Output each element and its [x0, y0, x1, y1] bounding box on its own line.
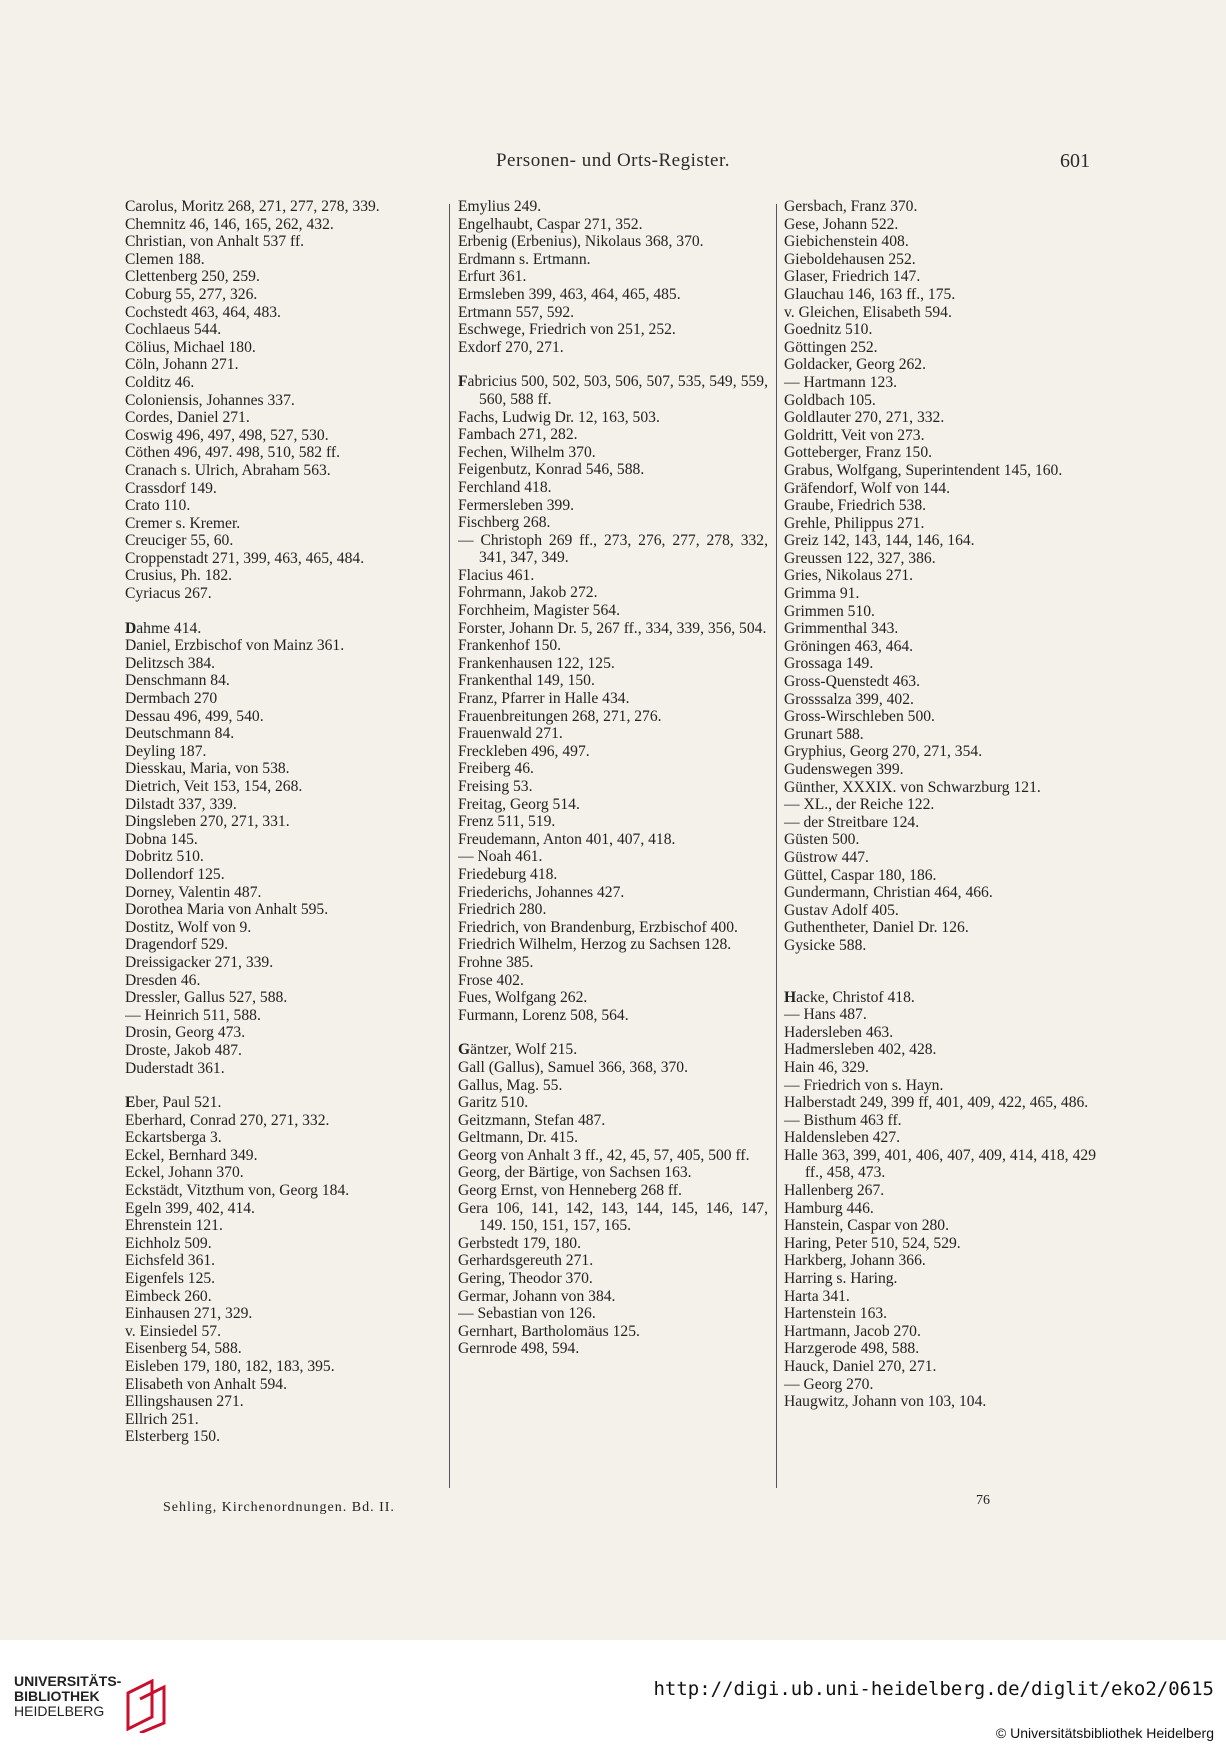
- index-entry: Frose 402.: [458, 971, 524, 989]
- index-entry: Crusius, Ph. 182.: [125, 567, 233, 585]
- index-entry: Georg, der Bärtige, von Sachsen 163.: [458, 1164, 692, 1182]
- index-entry: — Hartmann 123.: [784, 373, 898, 391]
- index-entry: Eigenfels 125.: [125, 1270, 216, 1288]
- index-entry: Gallus, Mag. 55.: [458, 1076, 563, 1094]
- index-entry: Cochlaeus 544.: [125, 321, 222, 339]
- index-entry: Forster, Johann Dr. 5, 267 ff., 334, 339, 356, 504.: [458, 619, 767, 637]
- index-entry: Grossaga 149.: [784, 655, 874, 673]
- index-entry: — Christoph 269 ff., 273, 276, 277, 278, 332, 341, 347, 349.: [458, 531, 768, 567]
- index-entry: Colditz 46.: [125, 373, 195, 391]
- index-entry: Grunart 588.: [784, 725, 864, 743]
- index-entry: Gerbstedt 179, 180.: [458, 1234, 581, 1252]
- index-entry: Dobna 145.: [125, 830, 198, 848]
- index-entry: Fachs, Ludwig Dr. 12, 163, 503.: [458, 408, 660, 426]
- logo-line-1: UNIVERSITÄTS-: [14, 1673, 122, 1689]
- column-rule: [449, 204, 450, 1488]
- index-entry: Frankenthal 149, 150.: [458, 672, 595, 690]
- index-entry: Gräfendorf, Wolf von 144.: [784, 479, 951, 497]
- index-entry: Emylius 249.: [458, 198, 542, 215]
- index-entry: Dingsleben 270, 271, 331.: [125, 813, 290, 831]
- citation-footer: Sehling, Kirchenordnungen. Bd. II.: [163, 1500, 395, 1515]
- section-initial: G: [458, 1041, 471, 1059]
- index-entry: Haugwitz, Johann von 103, 104.: [784, 1393, 987, 1411]
- index-entry: Freitag, Georg 514.: [458, 795, 580, 813]
- index-entry: Harta 341.: [784, 1287, 850, 1305]
- index-entry: Giebichenstein 408.: [784, 233, 909, 251]
- index-column-1: [125, 198, 437, 1446]
- index-entry: Erdmann s. Ertmann.: [458, 250, 591, 268]
- index-column-3: [784, 198, 1096, 1411]
- index-entry: Grosssalza 399, 402.: [784, 690, 914, 708]
- index-entry: Greiz 142, 143, 144, 146, 164.: [784, 532, 975, 550]
- index-entry: Fechen, Wilhelm 370.: [458, 443, 596, 461]
- index-entry: Gundermann, Christian 464, 466.: [784, 884, 993, 902]
- index-entry: Ferchland 418.: [458, 478, 552, 496]
- section-initial: F: [458, 373, 468, 391]
- index-entry: Delitzsch 384.: [125, 654, 216, 672]
- index-entry: Gries, Nikolaus 271.: [784, 567, 914, 585]
- index-entry: Dreissigacker 271, 339.: [125, 953, 274, 971]
- index-entry: Glauchau 146, 163 ff., 175.: [784, 285, 956, 303]
- index-entry: Friedrich 280.: [458, 901, 547, 919]
- index-entry: Croppenstadt 271, 399, 463, 465, 484.: [125, 549, 365, 567]
- index-entry: Denschmann 84.: [125, 672, 230, 690]
- sheet-signature: 76: [976, 1493, 990, 1508]
- index-entry: Dorothea Maria von Anhalt 595.: [125, 901, 329, 919]
- index-entry: Feigenbutz, Konrad 546, 588.: [458, 461, 645, 479]
- index-entry: Graube, Friedrich 538.: [784, 497, 927, 515]
- index-entry: Dressler, Gallus 527, 588.: [125, 989, 288, 1007]
- index-entry: Freudemann, Anton 401, 407, 418.: [458, 830, 676, 848]
- index-entry: Fues, Wolfgang 262.: [458, 989, 588, 1007]
- index-entry: Eisenberg 54, 588.: [125, 1340, 242, 1358]
- index-entry: Gross-Wirschleben 500.: [784, 708, 935, 726]
- index-entry: Frauenwald 271.: [458, 725, 563, 743]
- index-entry: Geitzmann, Stefan 487.: [458, 1111, 606, 1129]
- index-entry: Cöln, Johann 271.: [125, 356, 239, 374]
- index-entry: Deutschmann 84.: [125, 725, 235, 743]
- index-entry: Güttel, Caspar 180, 186.: [784, 866, 937, 884]
- index-entry: — Noah 461.: [458, 848, 543, 866]
- index-entry: Ellrich 251.: [125, 1410, 199, 1428]
- index-entry: Germar, Johann von 384.: [458, 1287, 616, 1305]
- index-entry: Coswig 496, 497, 498, 527, 530.: [125, 426, 329, 444]
- index-entry: Dragendorf 529.: [125, 936, 229, 954]
- index-entry: Fermersleben 399.: [458, 496, 575, 514]
- index-entry: Haring, Peter 510, 524, 529.: [784, 1234, 961, 1252]
- index-entry: Gryphius, Georg 270, 271, 354.: [784, 743, 983, 761]
- index-entry: Fohrmann, Jakob 272.: [458, 584, 598, 602]
- index-entry: Christian, von Anhalt 537 ff.: [125, 233, 305, 251]
- running-head: Personen- und Orts-Register.: [495, 150, 731, 171]
- index-entry: Gernrode 498, 594.: [458, 1340, 580, 1358]
- index-entry: Ermsleben 399, 463, 464, 465, 485.: [458, 285, 681, 303]
- index-entry: Frauenbreitungen 268, 271, 276.: [458, 707, 662, 725]
- index-entry: Garitz 510.: [458, 1094, 529, 1112]
- page-number: 601: [1060, 150, 1090, 172]
- index-entry: Dresden 46.: [125, 971, 201, 989]
- index-entry: Gross-Quenstedt 463.: [784, 673, 920, 691]
- index-entry: Cremer s. Kremer.: [125, 514, 241, 532]
- index-entry: Diesskau, Maria, von 538.: [125, 760, 290, 778]
- permalink-link[interactable]: http://digi.ub.uni-heidelberg.de/diglit/eko2/0615: [653, 1678, 1214, 1700]
- index-entry: Gröningen 463, 464.: [784, 637, 914, 655]
- index-entry: Gerhardsgereuth 271.: [458, 1252, 594, 1270]
- index-entry: Clettenberg 250, 259.: [125, 268, 260, 286]
- index-entry: Drosin, Georg 473.: [125, 1024, 246, 1042]
- index-entry: v. Einsiedel 57.: [125, 1322, 221, 1340]
- index-entry: Chemnitz 46, 146, 165, 262, 432.: [125, 215, 334, 233]
- index-entry: Eckel, Johann 370.: [125, 1164, 244, 1182]
- index-entry: Droste, Jakob 487.: [125, 1041, 242, 1059]
- index-entry: Gäntzer, Wolf 215.: [458, 1041, 578, 1059]
- section-initial: E: [125, 1094, 136, 1112]
- index-entry: Freising 53.: [458, 778, 533, 795]
- index-entry: Hanstein, Caspar von 280.: [784, 1217, 950, 1235]
- index-entry: Frohne 385.: [458, 953, 534, 971]
- index-entry: Dermbach 270: [125, 690, 218, 708]
- index-entry: Engelhaubt, Caspar 271, 352.: [458, 215, 643, 233]
- index-entry: Georg von Anhalt 3 ff., 42, 45, 57, 405, 500 ff.: [458, 1146, 750, 1164]
- index-entry: Gera 106, 141, 142, 143, 144, 145, 146, 147, 149. 150, 151, 157, 165.: [458, 1199, 768, 1235]
- library-logo-icon: [122, 1677, 170, 1733]
- index-entry: Fambach 271, 282.: [458, 426, 578, 444]
- section-gap: [458, 1024, 768, 1041]
- index-entry: Eichsfeld 361.: [125, 1252, 216, 1270]
- index-entry: Cranach s. Ulrich, Abraham 563.: [125, 461, 331, 479]
- index-entry: Goldritt, Veit von 273.: [784, 426, 925, 444]
- index-entry: Crato 110.: [125, 497, 191, 515]
- index-entry: Dollendorf 125.: [125, 865, 225, 883]
- index-entry: Hauck, Daniel 270, 271.: [784, 1358, 937, 1375]
- index-entry: Franz, Pfarrer in Halle 434.: [458, 690, 630, 708]
- index-entry: Eichholz 509.: [125, 1234, 212, 1252]
- index-entry: Deyling 187.: [125, 742, 207, 760]
- index-entry: Gering, Theodor 370.: [458, 1270, 593, 1288]
- index-entry: Dobritz 510.: [125, 848, 204, 866]
- index-entry: Ellingshausen 271.: [125, 1393, 244, 1411]
- index-entry: Grabus, Wolfgang, Superintendent 145, 160.: [784, 461, 1063, 479]
- index-entry: Duderstadt 361.: [125, 1059, 225, 1077]
- index-entry: Coloniensis, Johannes 337.: [125, 391, 295, 409]
- index-entry: Erbenig (Erbenius), Nikolaus 368, 370.: [458, 233, 704, 251]
- index-entry: Eschwege, Friedrich von 251, 252.: [458, 321, 676, 339]
- index-entry: Harzgerode 498, 588.: [784, 1340, 920, 1358]
- index-entry: Exdorf 270, 271.: [458, 338, 564, 356]
- index-entry: Glaser, Friedrich 147.: [784, 268, 921, 286]
- index-entry: Forchheim, Magister 564.: [458, 602, 620, 620]
- index-entry: Daniel, Erzbischof von Mainz 361.: [125, 637, 345, 655]
- logo-line-3: HEIDELBERG: [14, 1703, 105, 1719]
- section-gap: [458, 356, 768, 373]
- index-entry: Elsterberg 150.: [125, 1428, 220, 1446]
- index-entry: Halle 363, 399, 401, 406, 407, 409, 414, 418, 429 ff., 458, 473.: [784, 1146, 1096, 1182]
- index-entry: Eberhard, Conrad 270, 271, 332.: [125, 1111, 330, 1129]
- index-entry: Goednitz 510.: [784, 321, 873, 339]
- index-entry: Eckstädt, Vitzthum von, Georg 184.: [125, 1182, 350, 1200]
- index-entry: Goldbach 105.: [784, 391, 876, 409]
- index-entry: Güsten 500.: [784, 831, 860, 849]
- index-entry: Freiberg 46.: [458, 760, 534, 778]
- index-entry: Günther, XXXIX. von Schwarzburg 121.: [784, 778, 1041, 796]
- index-entry: Gysicke 588.: [784, 936, 867, 954]
- index-entry: Dessau 496, 499, 540.: [125, 707, 264, 725]
- index-entry: Fabricius 500, 502, 503, 506, 507, 535, 549, 559, 560, 588 ff.: [458, 373, 768, 408]
- library-logo-text: [14, 1674, 121, 1719]
- index-entry: Grimmenthal 343.: [784, 620, 899, 638]
- copyright-notice: © Universitätsbibliothek Heidelberg: [995, 1725, 1214, 1741]
- index-entry: Eisleben 179, 180, 182, 183, 395.: [125, 1358, 335, 1375]
- index-entry: Gieboldehausen 252.: [784, 250, 916, 268]
- index-entry: — Heinrich 511, 588.: [125, 1006, 261, 1024]
- index-entry: Furmann, Lorenz 508, 564.: [458, 1006, 629, 1024]
- index-entry: Dostitz, Wolf von 9.: [125, 918, 252, 936]
- index-entry: Halberstadt 249, 399 ff, 401, 409, 422, 465, 486.: [784, 1094, 1089, 1112]
- index-entry: Hadersleben 463.: [784, 1023, 894, 1041]
- index-entry: Clemen 188.: [125, 250, 205, 268]
- index-entry: Gudenswegen 399.: [784, 761, 904, 778]
- index-entry: Einhausen 271, 329.: [125, 1305, 253, 1323]
- index-entry: Egeln 399, 402, 414.: [125, 1199, 255, 1217]
- index-entry: Carolus, Moritz 268, 271, 277, 278, 339.: [125, 198, 380, 215]
- index-entry: Cochstedt 463, 464, 483.: [125, 303, 281, 321]
- index-entry: Frankenhof 150.: [458, 637, 562, 655]
- index-entry: Georg Ernst, von Henneberg 268 ff.: [458, 1182, 682, 1200]
- index-entry: Creuciger 55, 60.: [125, 532, 234, 550]
- index-entry: Eckel, Bernhard 349.: [125, 1146, 258, 1164]
- index-entry: Eimbeck 260.: [125, 1287, 212, 1305]
- index-entry: Hartenstein 163.: [784, 1305, 888, 1323]
- index-entry: Hain 46, 329.: [784, 1058, 869, 1076]
- index-entry: Guthentheter, Daniel Dr. 126.: [784, 919, 969, 937]
- index-entry: Gersbach, Franz 370.: [784, 198, 918, 215]
- logo-line-2: BIBLIOTHEK: [14, 1688, 100, 1704]
- index-entry: — der Streitbare 124.: [784, 813, 920, 831]
- index-entry: Eckartsberga 3.: [125, 1129, 222, 1147]
- section-gap: [125, 603, 437, 620]
- index-entry: Gotteberger, Franz 150.: [784, 444, 933, 462]
- index-entry: Hartmann, Jacob 270.: [784, 1322, 921, 1340]
- index-entry: — Georg 270.: [784, 1375, 874, 1393]
- index-entry: Grimma 91.: [784, 585, 860, 603]
- index-entry: — Hans 487.: [784, 1006, 867, 1024]
- index-entry: Cölius, Michael 180.: [125, 338, 256, 356]
- index-column-2: [458, 198, 768, 1358]
- index-entry: Hamburg 446.: [784, 1199, 874, 1217]
- index-entry: — Friedrich von s. Hayn.: [784, 1076, 944, 1094]
- index-entry: Erfurt 361.: [458, 268, 527, 286]
- index-entry: Friederichs, Johannes 427.: [458, 883, 625, 901]
- section-initial: D: [125, 619, 137, 637]
- index-entry: Ertmann 557, 592.: [458, 303, 575, 321]
- index-entry: Fischberg 268.: [458, 514, 551, 532]
- index-entry: Dilstadt 337, 339.: [125, 795, 237, 813]
- index-entry: Freckleben 496, 497.: [458, 742, 590, 760]
- index-entry: Elisabeth von Anhalt 594.: [125, 1375, 287, 1393]
- index-entry: Harkberg, Johann 366.: [784, 1252, 926, 1270]
- index-entry: Gernhart, Bartholomäus 125.: [458, 1322, 640, 1340]
- index-entry: Goldacker, Georg 262.: [784, 356, 926, 374]
- index-entry: Frenz 511, 519.: [458, 813, 556, 831]
- index-entry: Friedeburg 418.: [458, 865, 558, 883]
- index-entry: Eber, Paul 521.: [125, 1094, 222, 1112]
- index-entry: Grimmen 510.: [784, 602, 875, 620]
- index-entry: Greussen 122, 327, 386.: [784, 549, 936, 567]
- index-entry: Grehle, Philippus 271.: [784, 514, 925, 532]
- index-entry: — Sebastian von 126.: [458, 1305, 596, 1323]
- index-entry: Hacke, Christof 418.: [784, 988, 915, 1006]
- index-entry: Haldensleben 427.: [784, 1129, 901, 1147]
- index-entry: Dorney, Valentin 487.: [125, 883, 262, 901]
- index-entry: Harring s. Haring.: [784, 1270, 898, 1288]
- index-entry: Güstrow 447.: [784, 848, 869, 866]
- index-entry: Dahme 414.: [125, 619, 202, 637]
- index-entry: — XL., der Reiche 122.: [784, 796, 935, 814]
- index-entry: Crassdorf 149.: [125, 479, 217, 497]
- index-entry: Gall (Gallus), Samuel 366, 368, 370.: [458, 1058, 688, 1076]
- index-entry: Gustav Adolf 405.: [784, 901, 899, 919]
- index-entry: — Bisthum 463 ff.: [784, 1111, 902, 1129]
- section-gap: [784, 955, 1096, 972]
- index-entry: Goldlauter 270, 271, 332.: [784, 409, 945, 427]
- index-entry: Hallenberg 267.: [784, 1182, 885, 1200]
- index-entry: Cöthen 496, 497. 498, 510, 582 ff.: [125, 444, 340, 462]
- index-entry: Cordes, Daniel 271.: [125, 409, 250, 427]
- index-entry: Gese, Johann 522.: [784, 215, 899, 233]
- index-entry: Friedrich, von Brandenburg, Erzbischof 400.: [458, 918, 738, 936]
- section-initial: H: [784, 988, 797, 1006]
- index-entry: Dietrich, Veit 153, 154, 268.: [125, 778, 303, 795]
- index-entry: Geltmann, Dr. 415.: [458, 1129, 578, 1147]
- index-entry: Hadmersleben 402, 428.: [784, 1041, 937, 1059]
- index-entry: Flacius 461.: [458, 566, 535, 584]
- index-entry: Ehrenstein 121.: [125, 1217, 223, 1235]
- index-entry: Göttingen 252.: [784, 338, 878, 356]
- index-entry: v. Gleichen, Elisabeth 594.: [784, 303, 952, 321]
- section-gap: [784, 972, 1096, 989]
- column-rule: [776, 204, 777, 1488]
- section-gap: [125, 1077, 437, 1094]
- index-entry: Coburg 55, 277, 326.: [125, 285, 258, 303]
- index-entry: Frankenhausen 122, 125.: [458, 654, 615, 672]
- index-entry: Friedrich Wilhelm, Herzog zu Sachsen 128.: [458, 936, 732, 954]
- index-entry: Cyriacus 267.: [125, 585, 212, 603]
